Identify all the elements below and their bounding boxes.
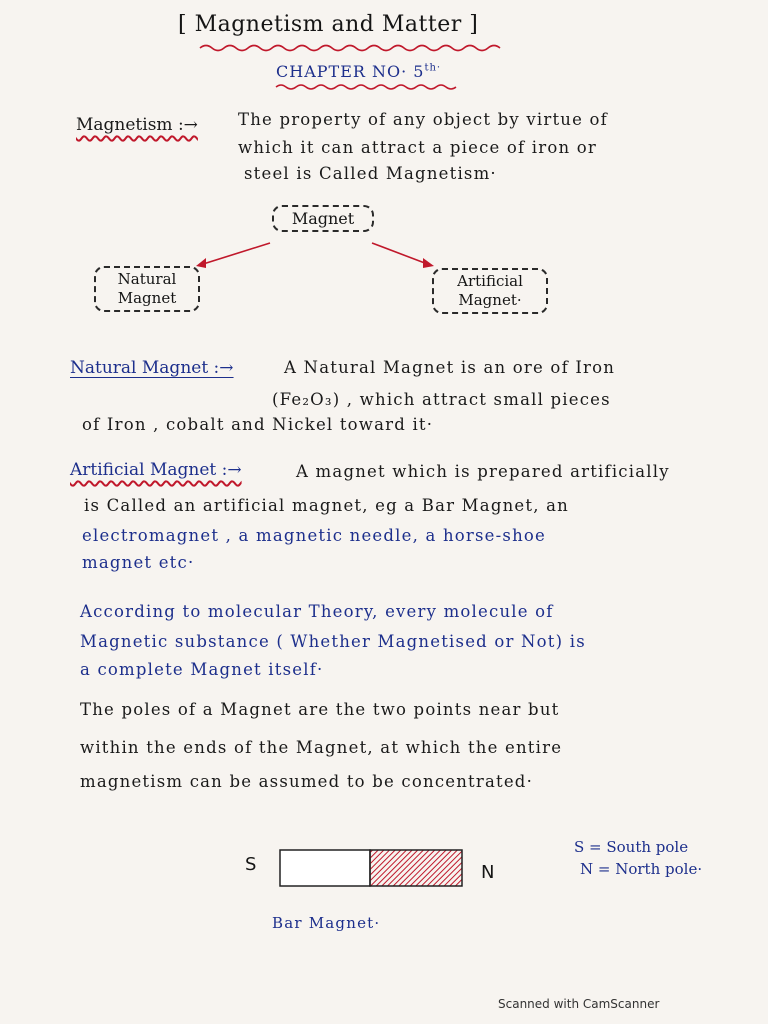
chapter-heading <box>276 62 441 81</box>
natural-magnet-line-2: (Fe₂O₃) , which attract small pieces <box>272 390 611 409</box>
diagram-artificial-line-2: Magnet· <box>458 291 522 309</box>
arrow-to-natural <box>200 243 270 265</box>
legend-south: S = South pole <box>574 838 689 856</box>
bar-magnet-north-half <box>370 850 462 886</box>
diagram-natural-line-1: Natural <box>117 270 177 288</box>
molecular-line-1: According to molecular Theory, every molecule of <box>80 602 554 621</box>
title-underline <box>200 46 500 51</box>
artificial-magnet-line-4: magnet etc· <box>82 553 195 572</box>
magnetism-line-2: which it can attract a piece of iron or <box>238 138 597 157</box>
natural-magnet-term: Natural Magnet :→ <box>70 358 234 378</box>
artificial-magnet-line-2: is Called an artificial magnet, eg a Bar Magnet, an <box>84 496 569 515</box>
arrow-to-artificial <box>372 243 430 265</box>
natural-magnet-line-1: A Natural Magnet is an ore of Iron <box>284 358 616 377</box>
natural-magnet-line-3: of Iron , cobalt and Nickel toward it· <box>82 415 434 434</box>
diagram-natural-box <box>94 266 200 312</box>
diagram-artificial-line-1: Artificial <box>457 272 523 290</box>
diagram-root-box <box>272 205 374 232</box>
north-pole-label: N <box>481 862 495 883</box>
chapter-underline <box>276 85 456 89</box>
artificial-magnet-term: Artificial Magnet :→ <box>70 460 242 480</box>
legend-north: N = North pole· <box>580 860 703 878</box>
chapter-label: CHAPTER NO· 5 <box>276 62 425 81</box>
diagram-natural-line-2: Magnet <box>117 289 177 307</box>
page-title: [ Magnetism and Matter ] <box>178 12 479 37</box>
chapter-sup: th· <box>424 62 442 74</box>
molecular-line-3: a complete Magnet itself· <box>80 660 324 679</box>
molecular-line-2: Magnetic substance ( Whether Magnetised or Not) is <box>80 632 586 651</box>
bar-magnet-south-half <box>280 850 370 886</box>
scanner-watermark: Scanned with CamScanner <box>498 997 660 1011</box>
magnetism-line-1: The property of any object by virtue of <box>238 110 608 129</box>
poles-line-1: The poles of a Magnet are the two points near but <box>80 700 560 719</box>
diagram-artificial-box <box>432 268 548 314</box>
poles-line-2: within the ends of the Magnet, at which the entire <box>80 738 563 757</box>
poles-line-3: magnetism can be assumed to be concentrated· <box>80 772 534 791</box>
diagram-root-label: Magnet <box>291 209 355 228</box>
arrow-to-natural-head <box>196 258 206 268</box>
south-pole-label: S <box>245 854 257 875</box>
magnetism-term: Magnetism :→ <box>76 115 198 135</box>
bar-magnet-caption: Bar Magnet· <box>272 914 381 932</box>
artificial-magnet-line-3: electromagnet , a magnetic needle, a horse-shoe <box>82 526 546 545</box>
arrow-to-artificial-head <box>423 258 434 268</box>
artificial-magnet-line-1: A magnet which is prepared artificially <box>296 462 670 481</box>
magnetism-line-3: steel is Called Magnetism· <box>244 164 497 183</box>
